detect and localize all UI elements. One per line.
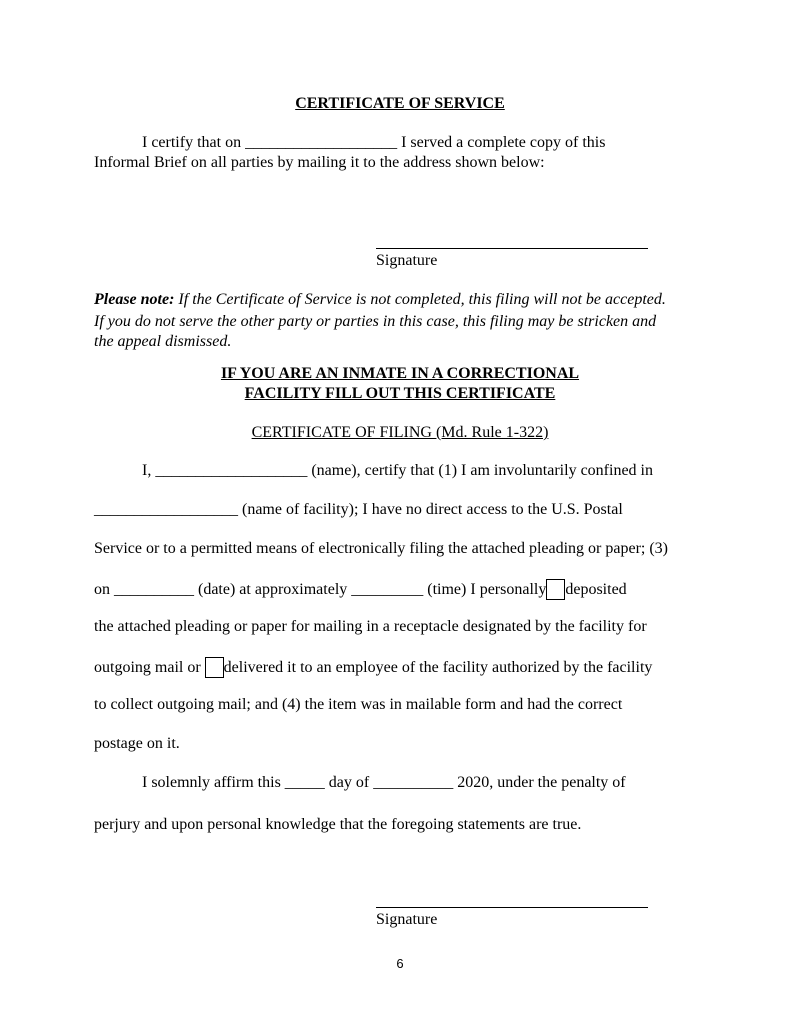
filing-text: delivered it to an employee of the facility authorized by the facility <box>223 659 653 676</box>
inmate-heading-line-1: IF YOU ARE AN INMATE IN A CORRECTIONAL <box>220 365 580 382</box>
service-signature-line[interactable] <box>376 248 648 249</box>
filing-signature-label: Signature <box>376 911 438 928</box>
time-blank[interactable]: _________ <box>351 581 424 598</box>
filing-line-10: perjury and upon personal knowledge that the foregoing statements are true. <box>94 816 582 833</box>
filing-signature-line[interactable] <box>376 907 648 908</box>
name-blank[interactable]: ___________________ <box>155 462 308 479</box>
deposited-checkbox[interactable] <box>546 579 565 600</box>
filing-line-2 <box>94 501 623 519</box>
service-text: I certify that on <box>142 134 242 151</box>
filing-line-5: the attached pleading or paper for mailing in a receptacle designated by the facility for <box>94 618 647 635</box>
filing-text: (date) at approximately <box>198 581 348 598</box>
delivered-checkbox[interactable] <box>205 657 224 678</box>
filing-line-9 <box>142 774 626 792</box>
filing-text: (name of facility); I have no direct access to the U.S. Postal <box>242 501 623 518</box>
filing-text: outgoing mail or <box>94 659 201 676</box>
filing-line-1 <box>142 462 653 480</box>
date-blank[interactable]: __________ <box>114 581 194 598</box>
facility-blank[interactable]: __________________ <box>94 501 238 518</box>
note-label: Please note: <box>94 291 175 308</box>
service-text: I served a complete copy of this <box>401 134 606 151</box>
filing-line-7: to collect outgoing mail; and (4) the item was in mailable form and had the correct <box>94 696 623 713</box>
filing-text: day of <box>328 774 370 791</box>
filing-line-3: Service or to a permitted means of electronically filing the attached pleading or paper; (3) <box>94 540 668 557</box>
service-heading: CERTIFICATE OF SERVICE <box>295 95 505 112</box>
note-text: If the Certificate of Service is not completed, this filing will not be accepted. <box>178 291 666 308</box>
filing-text: deposited <box>565 581 627 598</box>
note-line-1 <box>94 290 666 309</box>
filing-line-6 <box>94 657 652 678</box>
service-line-2: Informal Brief on all parties by mailing it to the address shown below: <box>94 154 545 171</box>
page-number: 6 <box>396 956 404 971</box>
inmate-heading-line-2: FACILITY FILL OUT THIS CERTIFICATE <box>244 385 556 402</box>
filing-text: on <box>94 581 110 598</box>
note-line-2: If you do not serve the other party or parties in this case, this filing may be stricken and <box>94 313 657 330</box>
filing-line-4 <box>94 579 627 600</box>
note-line-3: the appeal dismissed. <box>94 333 232 350</box>
filing-text: 2020, under the penalty of <box>457 774 626 791</box>
filing-text: (time) I personally <box>427 581 547 598</box>
service-line-1 <box>142 134 605 152</box>
filing-text: (name), certify that (1) I am involuntarily confined in <box>311 462 653 479</box>
filing-text: I solemnly affirm this <box>142 774 281 791</box>
filing-subheading: CERTIFICATE OF FILING (Md. Rule 1-322) <box>251 424 549 441</box>
month-blank[interactable]: __________ <box>373 774 454 791</box>
day-blank[interactable]: _____ <box>284 774 325 791</box>
filing-line-8: postage on it. <box>94 735 180 752</box>
service-date-blank[interactable]: ___________________ <box>245 134 398 151</box>
service-signature-label: Signature <box>376 252 438 269</box>
filing-text: I, <box>142 462 152 479</box>
